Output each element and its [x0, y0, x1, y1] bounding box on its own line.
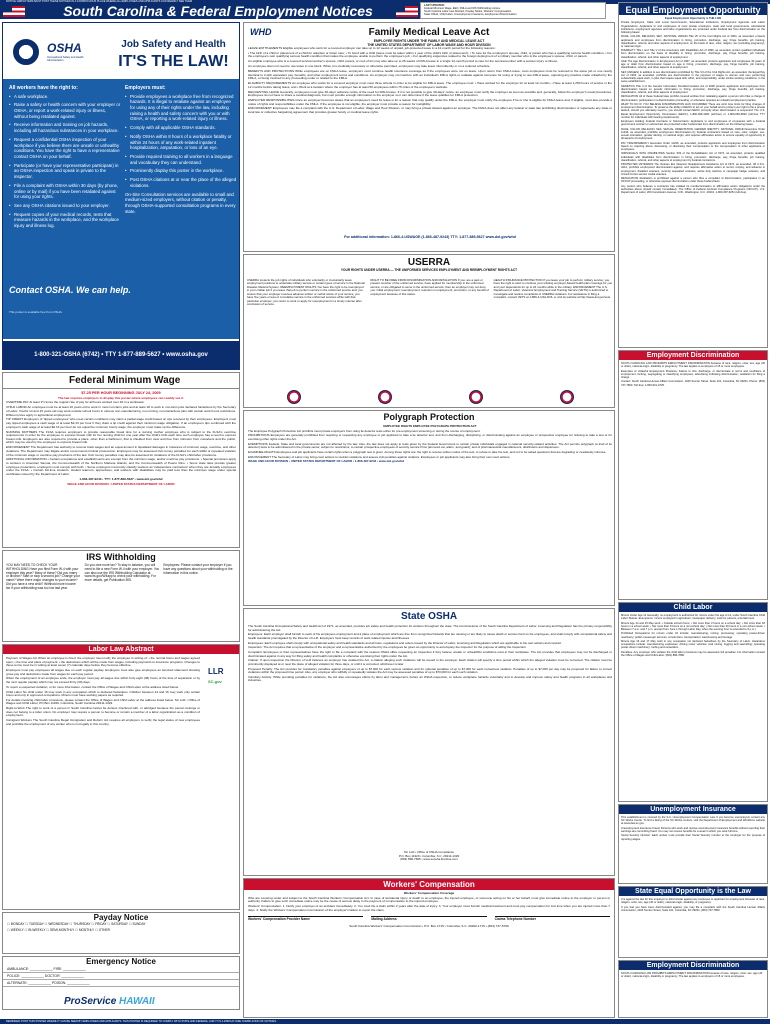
bottom-strip: REMINDER: POST THIS POSTER WHERE IT CAN BE SEEN BY EMPLOYEES AND APPLICANTS. THIS POSTER IS REQUIRED TO COMPLY WITH STATE AND FEDERAL LAW. IT IS A DISPLAY-SIZE COMPILATION OF NOTICES.: [0, 1019, 770, 1024]
eeo-title: Equal Employment Opportunity: [619, 3, 767, 15]
state-osha-paragraph: Citation: If upon inspection the Director of LLR believes an employer has violated the Act, a citation alleging such violations will be issued to the employer. Each citation will specify a time period within which the alleged violation must be corrected. The citation must be prominently displayed at or near the place of alleged violation for three days, or until it is corrected, whichever is later.: [248, 658, 612, 666]
payday-frequency: ☐ WEEKLY ☐ BI-WEEKLY ☐ SEMI-MONTHLY ☐ MONTHLY ☐ OTHER: [7, 928, 110, 933]
fmla-subtitle: EMPLOYEE RIGHTS UNDER THE FAMILY AND MEDICAL LEAVE ACT: [373, 38, 485, 43]
osha-logos: [9, 35, 99, 71]
fmla-paragraph: An eligible employee who is a covered servicemember's spouse, child, parent, or next of kin may also take up to 26 weeks of FMLA leave in a single 12-month period to care for the servicemember with a serious injury or illness.: [248, 59, 558, 64]
unemployment-paragraph: Unemployment Insurance Fraud: Persons who work and receive unemployment insurance benefits without reporting their earnings are committing fraud. You may not receive benefits for a week in which you work full time.: [621, 826, 766, 833]
eeo-paragraph: RACE, COLOR, RELIGION, SEX, NATIONAL ORIGIN Title VII of the Civil Rights Act of 1964, as amended, protects applicants and employees from discrimination in hiring, promotion, discharge, pay, fringe benefits, job training, classification, referral, and other aspects of employment, on the basis of race, color, religion, sex (including pregnancy), or national origin.: [621, 35, 765, 48]
osha-employer-duty: • Prominently display this poster in the workplace.: [125, 168, 237, 174]
llr-logo-text: LLR: [208, 667, 224, 676]
lla-paragraph: Immigrant Workers The South Carolina Illegal Immigration and Reform Act requires all employers to verify the legal status of new employees and prohibits the employment of any worker who is not legally in this country.: [6, 718, 200, 726]
userra-column: USERRA protects the job rights of individuals who voluntarily or involuntarily leave employment positions to undertake military service or certain types of service in the National Disaster Medical System. REEMPLOYMENT RIGHTS You have the right to be reemployed in your civilian job if you leave that job to perform service in the uniformed service and: you ensure that your employer receives advance written or verbal notice of your service; you have five years or less of cumulative service in the uniformed services while with that particular employer; you return to work or apply for reemployment in a timely manner after conclusion of service.: [247, 278, 365, 306]
flag-icon: [3, 6, 25, 17]
disc-paragraph: Examples of Unlawful Employment Practices: Failure to hire, discharge, or discriminate in terms and conditions of employment; limiting, segregating or classifying employees; advertising indicating discrimination; retaliation for filing a charge.: [621, 369, 765, 379]
polygraph-title: Polygraph Protection: [383, 412, 475, 422]
child-labor-paragraph: Prohibited Occupations for minors under 16 include: manufacturing; mining; processing; operating power-driven machinery; public messenger services; construction; transportation; warehousing and storage.: [621, 632, 765, 639]
fmla-subtitle2: THE UNITED STATES DEPARTMENT OF LABOR WAGE AND HOUR DIVISION: [367, 42, 491, 47]
fmla-paragraph: BENEFITS AND PROTECTIONS While employees are on FMLA leave, employers must continue health insurance coverage as if the employees were not on leave. Upon return from FMLA leave, most employees must be restored to the same job or one nearly identical to it with equivalent pay, benefits, and other employment terms and conditions. An employer may not interfere with an individual's FMLA rights or retaliate against someone for using or trying to use FMLA leave, opposing any practice made unlawful by the FMLA, or being involved in any proceeding under or related to the FMLA.: [248, 68, 612, 81]
dol-seal-icon: [13, 39, 39, 65]
fmw-header: [3, 373, 239, 389]
child-labor-paragraph: Minors Age 14 and 15 May work: • Outside school hours; • Not more than 3 hours on a school day; • Not more than 18 hours in a school week; • Not more than 8 hours on a non-school day; • Not more than 40 hours in a non-school week; • Between 7 a.m. and 7 p.m. (except from June 1 through Labor Day, when the evening hour is extended to 9 p.m.).: [621, 621, 765, 631]
contact-line: P.O. Box 11329 • Columbia, S.C. 29211-1329: [398, 853, 460, 858]
userra-notice: [243, 254, 615, 408]
fmla-paragraph: ELIGIBILITY REQUIREMENTS An employee who works for a covered employer must meet three criteria in order to be eligible for FMLA leave. The employee must: • Have worked for the employer for at least 12 months; • Have at least 1,250 hours of service in the 12 months before taking leave; and • Work at a location where the employer has at least 50 employees within 75 miles of the employee's worksite.: [248, 81, 612, 89]
polygraph-paragraph: EXEMPTIONS Federal, State and local governments are not affected by the law. Also, the law does not apply to tests given by the Federal Government to certain private individuals engaged in national security-related activities. The Act permits polygraph (a kind of lie detector) tests to be administered in the private sector, subject to restrictions, to certain prospective employees of security service firms (armored car, alarm, and guard), and of pharmaceutical manufacturers, distributors and dispensers.: [248, 441, 612, 450]
state-osha-paragraph: Employers: Each employer shall furnish to each of his employees employment and a place of employment which are free from recognized hazards that are causing or are likely to cause death or serious harm to his employees, and shall comply with occupational safety and health standards promulgated by the Director of LLR. Employers must keep records of work-related injuries and illnesses.: [248, 632, 612, 640]
emergency-contact-row[interactable]: ALTERNATE: ____________ POISON: ____________: [3, 980, 239, 987]
osha-right-item: • Request copies of your medical records, tests that measure hazards in the workplace, and the workplace injury and illness log.: [9, 212, 121, 229]
payday-title: Payday Notice: [93, 913, 149, 922]
fmla-body: [248, 47, 612, 233]
disc-paragraph: Contact: South Carolina Human Affairs Commission, 1026 Sumter Street, Suite 101, Columbia, SC 29201. Phone: (803) 737-7800. Toll-free: 1-800-521-0725.: [621, 380, 765, 387]
workers-comp-footer: South Carolina Workers' Compensation Commission • P.O. Box 1715 • Columbia, S.C. 29202-1715 • (803) 737-5700: [349, 924, 509, 929]
fmw-paragraph: TIP CREDIT Employers of 'tipped employees' who meet certain conditions may claim a partial wage credit based on tips received by their employees. Employers must pay tipped employees a cash wage of at least $2.13 per hour if they claim a tip credit against their minimum wage obligation. If an employee's tips combined with the employer's cash wage of at least $2.13 per hour do not equal the minimum hourly wage, the employer must make up the difference.: [6, 417, 236, 429]
osha-right-item: • A safe workplace.: [9, 94, 121, 100]
update-line: South Carolina Labor Law Abstract, Payday Notice, Workers' Compensation.: [424, 10, 512, 14]
osha-logo-sub: Occupational Safety and Health Administration: [47, 56, 84, 63]
update-line: Federal Minimum Wage, EEO, FMLA and IRS Withholding notices.: [424, 7, 501, 11]
polygraph-paragraph: PROHIBITIONS Employers are generally prohibited from requiring or requesting any employee or job applicant to take a lie detector test, and from discharging, disciplining, or discriminating against an employee or prospective employee for refusing to take a test or for exercising other rights under the Act.: [248, 433, 612, 441]
mailing-address-field[interactable]: Mailing Address: [371, 916, 486, 922]
osha-title-line1: Job Safety and Health: [121, 39, 226, 50]
fmla-paragraph: An employee does not need to use leave in one block. When it is medically necessary or otherwise permitted, employees may take leave intermittently or on a reduced schedule.: [248, 64, 491, 69]
irs-columns: [6, 564, 238, 590]
fmla-paragraph: • The birth of a child or placement of a child for adoption or foster care; • To bond with a child (leave must be taken within 1 year of the child's birth or placement); • To care for the employee's spouse, child, or parent who has a qualifying serious health condition; • For the employee's own qualifying serious health condition that makes the employee unable to perform the employee's job; • For qualifying exigencies related to the foreign deployment of a military member who is the employee's spouse, child, or parent.: [248, 50, 612, 59]
seo-paragraph: It is against the law for this employer to discriminate against any employee or applicant for employment because of race, religion, color, sex, age (40 or older), national origin, disability, or pregnancy.: [621, 898, 765, 905]
eeo-paragraph: WHAT TO DO IF YOU BELIEVE DISCRIMINATION HAS OCCURRED There are strict time limits for filing charges of employment discrimination. To preserve the ability of EEOC to act on your behalf and to protect your right to file a private lawsuit, should you ultimately need to, you should contact EEOC promptly when discrimination is suspected: The U.S. Equal Employment Opportunity Commission (EEOC), 1-800-669-4000 (toll-free) or 1-800-669-6820 (toll-free TTY number for individuals with hearing impairments).: [621, 103, 765, 119]
polygraph-notice: [243, 410, 615, 606]
state-osha-paragraph: Proposed Penalty: The Act provides for mandatory penalties against employers of up to $7,000 for each serious violation and for optional penalties of up to $7,000 for each nonserious violation. Penalties of up to $7,000 per day may be proposed for failure to correct violations within the proposed time period. Also, any employer who willfully or repeatedly violates the Act may be assessed penalties of up to $70,000 for each such violation.: [248, 666, 612, 675]
osha-logo: OSHA: [47, 41, 82, 55]
osha-right-item: • File a complaint with OSHA within 30 days (by phone, online or by mail) if you have been retaliated against for using your rights.: [9, 183, 121, 200]
state-osha-title: State OSHA: [400, 611, 458, 622]
userra-column: RIGHT TO BE FREE FROM DISCRIMINATION AND RETALIATION If you: are a past or present member of the uniformed service; have applied for membership in the uniformed service; or are obligated to serve in the uniformed service; then an employer may not deny you: initial employment; reemployment; retention in employment; promotion; or any benefit of employment because of this status.: [370, 278, 489, 296]
polygraph-paragraph: ENFORCEMENT The Secretary of Labor may bring court actions to restrain violations and assess civil penalties against violators. Employees or job applicants may also bring their own court actions.: [248, 454, 511, 459]
fmw-requirement: The law requires employers to display this poster where employees can readily see it.: [57, 395, 185, 400]
fmla-notice: [243, 22, 615, 252]
seal-icon: [469, 390, 483, 404]
emergency-contact-row[interactable]: POLICE: ____________ DOCTOR: ____________: [3, 973, 239, 980]
eeo-paragraph: GENETICS Title II of the Genetic Information Nondiscrimination Act of 2008 protects applicants and employees from discrimination based on genetic information in hiring, promotion, discharge, pay, fringe benefits, job training, classification, referral, and other aspects of employment.: [621, 84, 765, 95]
fmw-footer: 1-866-487-9243 • TTY: 1-877-889-5627 • www.dol.gov/whd: [79, 476, 163, 481]
eeo-paragraph: PAY TRANSPARENCY Executive Order 11246, as amended, protects applicants and employees from discrimination based on inquiring about, discussing, or disclosing their compensation or the compensation of other applicants or employees.: [621, 141, 765, 151]
page-title: South Carolina & Federal Employment Notices: [63, 3, 373, 19]
contact-line: SC LLR • Office of OSHA Compliance: [403, 850, 455, 854]
fmw-rate: $7.25 PER HOUR BEGINNING JULY 24, 2009: [81, 391, 161, 395]
eeo-paragraph: DISABILITY Title I and Title V of the Americans with Disabilities Act of 1990, as amended, protect qualified individuals from discrimination on the basis of disability in hiring, promotion, discharge, pay, fringe benefits, job training, classification, referral, and other aspects of employment.: [621, 49, 765, 59]
irs-column: Do you owe more tax? To stay in balance, you will need to file a new Form W-4 with your employer. You can also use the IRS Withholding Calculator at www.irs.gov/W4app to check your withholding. For more details, get Publication 505.: [84, 563, 160, 583]
userra-subtitle: YOUR RIGHTS UNDER USERRA — THE UNIFORMED SERVICES EMPLOYMENT AND REEMPLOYMENT RIGHTS ACT: [340, 267, 518, 272]
unemployment-insurance-notice: [618, 804, 768, 884]
osha-notice: [2, 22, 240, 370]
lla-paragraph: Right-to-Work The right to work of a person in South Carolina cannot be denied, interfered with, or abridged because the person belongs or does not belong to a labor union. No employer may require a person to become or remain a member of a labor organization as a condition of employment.: [6, 706, 200, 718]
payday-days: ☐ MONDAY ☐ TUESDAY ☐ WEDNESDAY ☐ THURSDAY ☐ FRIDAY ☐ SATURDAY ☐ SUNDAY: [7, 922, 146, 927]
osha-contact: Contact OSHA. We can help.: [9, 285, 131, 295]
userra-title: USERRA: [407, 257, 451, 268]
child-labor-notice: [618, 602, 768, 802]
osha-rights-heading: All workers have the right to:: [9, 85, 78, 91]
userra-seals: [248, 387, 612, 407]
userra-columns: [247, 279, 613, 306]
lla-paragraph: Employers must pay employees all wages due on each regular payday. Employers must also give employees an itemized statement showing gross pay and deductions made from wages for each pay period.: [6, 667, 200, 676]
unemployment-body: [619, 814, 767, 844]
update-line: State OSHA, Child Labor, Unemployment Insurance, Employment Discrimination.: [424, 13, 518, 17]
fmw-title: Federal Minimum Wage: [69, 374, 181, 386]
lla-body: [3, 654, 203, 731]
lla-paragraph: For details involving child labor provisions, please contact the Office of Wages and Child Labor at the address listed below. SC LLR • Office of Wages and Child Labor, PO Box 11329, Columbia, South Carolina 29211-1329.: [6, 697, 200, 706]
osha-right-item: • Request a confidential OSHA inspection of your workplace if you believe there are unsafe or unhealthy conditions. You have the right to have a representative contact OSHA on your behalf.: [9, 137, 121, 160]
state-osha-paragraph: Voluntary Activity: While providing penalties for violations, the Act also encourages efforts by labor and management, before an OSHA inspection, to reduce workplace hazards voluntarily and to develop and improve safety and health programs in all workplaces and industries.: [248, 674, 612, 683]
lla-paragraph: When the employment of an employee ends, the employer must pay all wages due within forty-eight (48) hours of the time of separation or by the next regular payday which may not exceed thirty (30) days.: [6, 676, 200, 684]
eeo-paragraph: RETALIATION Retaliation is prohibited against a person who files a complaint of discrimination, participates in an OFCCP proceeding, or otherwise opposes discrimination under these Federal laws.: [621, 177, 765, 184]
state-osha-body: [248, 625, 612, 684]
eeo-paragraph: Employers Holding Federal Contracts or Subcontracts: Applicants to and employees of companies with a Federal government contract or subcontract are protected under Federal law from discrimination on the following bases:: [621, 120, 765, 127]
proservice-name: ProService: [64, 996, 117, 1007]
seo-body: [619, 896, 767, 915]
osha-rights-list: [9, 94, 121, 229]
employment-discrimination-footer-notice: [618, 960, 768, 1018]
seo-paragraph: If you feel you have been discriminated against, you may file a complaint with the South Carolina Human Affairs Commission, 1026 Sumter Street, Suite 101, Columbia, SC 29201, (803) 737-7800.: [621, 905, 765, 912]
osha-right-item: • See any OSHA citations issued to your employer.: [9, 203, 121, 209]
child-labor-body: [619, 612, 767, 660]
eeo-paragraph: INDIVIDUALS WITH DISABILITIES Section 503 of the Rehabilitation Act of 1973, as amended, protects qualified individuals with disabilities from discrimination in hiring, promotion, discharge, pay, fringe benefits, job training, classification, referral, and other aspects of employment by Federal contractors.: [621, 152, 765, 162]
workers-comp-paragraph: Who are covering under and subject to the South Carolina Workers' Compensation Act. In case of accidental injury or death to an employee, the injured employee, or someone acting on his or her behalf, must give immediate notice to the employer or person in authority. Failure to give such immediate notice may be the cause of serious delay in the payment of compensation to the injured employee.: [248, 895, 610, 904]
fmw-paragraph: ENFORCEMENT The Department has authority to recover back wages and an equal amount in liquidated damages in instances of minimum wage, overtime, and other violations. The Department may litigate and/or recommend criminal prosecution. Employers may be assessed civil money penalties for each willful or repeated violation of the minimum wage or overtime pay provisions of the law. Civil money penalties may also be assessed for violations of the FLSA's child labor provisions.: [6, 445, 236, 457]
proservice-logo: [64, 996, 155, 1008]
osha-employer-duty: • Provide employees a workplace free from recognized hazards. It is illegal to retaliate against an employee for using any of their rights under the law, including raising a health and safety concern with you or with OSHA, or reporting a work-related injury or illness.: [125, 94, 237, 123]
state-osha-notice: [243, 608, 615, 876]
eeo-paragraph: RACE, COLOR, RELIGION, SEX, SEXUAL ORIENTATION, GENDER IDENTITY, NATIONAL ORIGIN Executive Order 11246, as amended, prohibits employment discrimination by Federal contractors based on race, color, religion, sex, sexual orientation, gender identity, or national origin, and requires affirmative action to ensure equality of opportunity in all aspects of employment.: [621, 127, 765, 141]
flag-icon: [396, 6, 418, 17]
child-labor-paragraph: Minors Age 16 and 17 May work in any occupation not declared hazardous by the Secretary of Labor. Hazardous occupations include: manufacturing explosives; driving motor vehicles; coal mining; logging and sawmilling; operating power-driven machinery; roofing and excavation.: [621, 639, 765, 650]
polygraph-footer: WAGE AND HOUR DIVISION • UNITED STATES DEPARTMENT OF LABOR • 1-866-487-9243 • www.dol.gov/whd: [248, 459, 405, 464]
llr-logo: [208, 667, 236, 689]
fmla-paragraph: EMPLOYER RESPONSIBILITIES Once an employer becomes aware that an employee's need for leave is for a reason that may qualify under the FMLA, the employer must notify the employee if he or she is eligible for FMLA leave and, if eligible, must also provide a notice of rights and responsibilities under the FMLA. If the employee is not eligible, the employer must provide a reason for ineligibility.: [248, 98, 612, 106]
state-equal-opportunity-notice: [618, 886, 768, 958]
state-osha-paragraph: Employees: Each employee shall comply with occupational safety and health standards and all rules, regulations and orders issued by the Director of Labor, Licensing and Regulation which are applicable to his own actions and conduct.: [248, 640, 562, 645]
proservice-suffix: HAWAII: [119, 996, 155, 1007]
fmw-paragraph: ADDITIONAL INFORMATION • Certain occupations and establishments are exempt from the minimum wage, and/or overtime pay provisions. • Special provisions apply to workers in American Samoa, the Commonwealth of the Northern Mariana Islands, and the Commonwealth of Puerto Rico. • Some state laws provide greater employee protections; employers must comply with both. • Some employers incorrectly classify workers as 'independent contractors' when they are actually employees under the FLSA. • Certain full-time students, student learners, apprentices, and workers with disabilities may be paid less than the minimum wage under special certificates issued by the Department of Labor.: [6, 457, 236, 476]
fmla-paragraph: REQUESTING LEAVE Generally, employees must give 30-days' advance notice of the need for FMLA leave. If it is not possible to give 30-days' notice, an employee must notify the employer as soon as possible and, generally, follow the employer's usual procedures. Employees do not have to share a medical diagnosis, but must provide enough information to the employer so it can determine if the leave qualifies for FMLA protection.: [248, 89, 612, 98]
unemployment-paragraph: Social Security Number: Each worker must provide their Social Security number to the employer for the purpose of reporting wages.: [621, 834, 765, 841]
osha-right-item: • Raise a safety or health concern with your employer or OSHA, or report a work-related injury or illness, without being retaliated against.: [9, 102, 121, 119]
llr-logo-sub: SC.gov: [208, 679, 222, 685]
workers-comp-title: Workers' Compensation: [244, 879, 614, 890]
provider-name-field[interactable]: Workers' Compensation Provider Name: [248, 916, 363, 922]
state-osha-paragraph: The South Carolina Occupational Safety and Health Act of 1971, as amended, provides job safety and health protection for workers throughout the state. The Commissioner of the South Carolina Department of Labor, Licensing and Regulation has the primary responsibility for administering the Act.: [248, 624, 612, 632]
disc-paragraph: SOUTH CAROLINA LAW PROHIBITS EMPLOYMENT DISCRIMINATION because of race, religion, color, sex, age (40 or older), national origin, disability or pregnancy. The law applies to employers of 15 or more employees.: [621, 362, 765, 369]
eeo-notice: [618, 2, 768, 348]
polygraph-subtitle: EMPLOYEE RIGHTS EMPLOYEE POLYGRAPH PROTECTION ACT: [383, 424, 477, 428]
workers-comp-form: [248, 916, 610, 922]
emergency-title: Emergency Notice: [86, 957, 156, 966]
lla-paragraph: Child Labor No child under 16 may work in any occupation which is declared hazardous. Children between 14 and 16 may work only certain hours and only in approved occupations. Minors must have working papers as required.: [6, 689, 200, 698]
osha-title-line2: IT'S THE LAW!: [118, 52, 229, 70]
polygraph-paragraph: The Employee Polygraph Protection Act prohibits most private employers from using lie detector tests either for pre-employment screening or during the course of employment.: [248, 428, 481, 433]
eeo-paragraph: Any person who believes a contractor has violated its nondiscrimination or affirmative action obligations under the authorities above should contact immediately: The Office of Federal Contract Compliance Programs (OFCCP), U.S. Department of Labor, 200 Constitution Avenue, N.W., Washington, D.C. 20210, 1-800-397-6251 (toll-free).: [621, 184, 765, 194]
fmw-paragraph: NURSING MOTHERS The FLSA requires employers to provide reasonable break time for a nursing mother employee who is subject to the FLSA's overtime requirements in order for the employee to express breast milk for her nursing child for one year after the child's birth each time such employee has a need to express breast milk. Employers are also required to provide a place, other than a bathroom, that is shielded from view and free from intrusion from coworkers and the public, which may be used by the employee to express breast milk.: [6, 429, 236, 445]
child-labor-paragraph: Penalties: Any employer who violates the child labor provisions may be assessed civil penalties. For information contact the Office of Wages and Child Labor: (803) 896-7686.: [621, 650, 765, 657]
osha-footer: 1-800-321-OSHA (6742) • TTY 1-877-889-5627 • www.osha.gov: [3, 341, 239, 369]
fmw-paragraph: CHILD LABOR An employee must be at least 16 years old to work in most non-farm jobs and at least 18 to work in non-farm jobs declared hazardous by the Secretary of Labor. Youths 14 and 15 years old may work outside school hours in various non-manufacturing, non-mining, non-hazardous jobs with certain work hours restrictions. Different rules apply in agricultural employment.: [6, 405, 236, 417]
state-osha-contact: [354, 851, 504, 862]
seo-title: State Equal Opportunity is the Law: [619, 887, 767, 896]
polygraph-paragraph: EXAMINEE RIGHTS Employees and job applicants have certain rights when a polygraph test is given. Among those rights are: the right to receive written notice of the test, to refuse to take the test, and not to be asked questions that are degrading or needlessly intrusive.: [248, 449, 607, 454]
fmla-title: Family Medical Leave Act: [368, 27, 490, 38]
empdisc-title: Employment Discrimination: [619, 961, 767, 970]
fmla-paragraph: LEAVE ENTITLEMENTS Eligible employees who work for a covered employer can take up to 12 weeks of unpaid, job-protected leave in a 12-month period for the following reasons:: [248, 46, 496, 50]
osha-employer-duty: • Comply with all applicable OSHA standards.: [125, 125, 237, 131]
userra-column: HEALTH INSURANCE PROTECTION If you leave your job to perform military service, you have the right to elect to continue your existing employer-based health plan coverage for you and your dependents for up to 24 months while in the military. ENFORCEMENT The U.S. Department of Labor, Veterans' Employment and Training Service (VETS) is authorized to investigate and resolve complaints of USERRA violations. For assistance in filing a complaint, contact VETS at 1-866-4-USA-DOL or visit its website at http://www.dol.gov/vets.: [493, 278, 613, 300]
workers-comp-notice: [243, 878, 615, 1018]
unemployment-paragraph: This establishment is covered by the S.C. Unemployment Compensation Law. If you become unemployed, contact any SC Works Center. To find a listing of the SC Works centers, visit the Department of Employment and Workforce website at www.dew.sc.gov.: [621, 816, 765, 826]
child-labor-title: Child Labor: [619, 603, 767, 612]
lla-paragraph: Payment of Wages Act When an employee is hired, the employer must notify the employee in writing of: • the normal hours and wages agreed upon; • the time and place of payment; • the deductions which will be made from wages, including payments to insurance programs. Changes to these terms must be in writing at least seven (7) calendar days before they become effective.: [6, 656, 200, 668]
eeo-paragraph: RETALIATION All of these Federal laws prohibit covered entities from retaliating against a person who files a charge of discrimination, participates in a discrimination proceeding, or otherwise opposes an unlawful employment practice.: [621, 95, 765, 102]
workers-comp-body: [244, 890, 614, 932]
eeo-body: [619, 15, 767, 197]
eeo-paragraph: Private Employers, State and Local Governments, Educational Institutions, Employment Agencies and Labor Organizations: Applicants to and employees of most private employers, state and local governments, educational institutions, employment agencies and labor organizations are protected under Federal law from discrimination on the following bases:: [621, 21, 765, 34]
fmw-paragraph: OVERTIME PAY At least 1½ times the regular rate of pay for all hours worked over 40 in a workweek.: [6, 400, 145, 405]
header-banner: [0, 4, 420, 19]
lla-paragraph: To report a suspected violation, or for more information, contact the Office of Wages and Child Labor at the address listed below.: [6, 684, 179, 689]
disc-title: Employment Discrimination: [619, 351, 767, 360]
employment-discrimination-notice: [618, 350, 768, 600]
eeo-paragraph: PROTECTED VETERANS The Vietnam Era Veterans' Readjustment Assistance Act of 1974, as amended, 38 U.S.C. 4212, prohibits employment discrimination against, and requires affirmative action to recruit, employ, and advance in employment, disabled veterans, recently separated veterans, active duty wartime or campaign badge veterans, and Armed Forces service medal veterans.: [621, 163, 765, 176]
workers-comp-subtitle: Workers' Compensation Coverage: [403, 891, 455, 895]
osha-title: [111, 39, 236, 72]
osha-consultation-text: On-Site Consultation services are available to small and medium-sized employers, without citation or penalty, through OSHA-supported consultation programs in every state.: [125, 191, 236, 214]
eeo-paragraph: SEX (WAGES) In addition to sex discrimination prohibited by Title VII of the Civil Rights Act, as amended, the Equal Pay Act of 1963, as amended, prohibits sex discrimination in the payment of wages to women and men performing substantially equal work, in jobs that require equal skill, effort, and responsibility, under similar working conditions, in the same establishment.: [621, 70, 765, 84]
labor-law-abstract: [2, 644, 240, 910]
state-osha-paragraph: Complaint: Employees or their representatives have the right to file a complaint with the nearest OSHA office requesting an inspection if they believe unsafe or unhealthful conditions exist in their workplace. The Act provides that employees may not be discharged or discriminated against in any way for filing safety and health complaints or otherwise exercising their rights under the Act.: [248, 650, 612, 658]
osha-rights-column: [9, 85, 121, 232]
lla-title: Labor Law Abstract: [3, 645, 239, 654]
osha-right-item: • Receive information and training on job hazards, including all hazardous substances in your workplace.: [9, 122, 121, 133]
unemployment-title: Unemployment Insurance: [619, 805, 767, 814]
seal-icon: [560, 390, 574, 404]
irs-column: Employees: Please contact your employer if you have any questions about your withholding or the information in this notice.: [163, 563, 233, 575]
osha-right-item: • Participate (or have your representative participate) in an OSHA inspection and speak in private to the inspector.: [9, 163, 121, 180]
update-line: LAST UPDATED:: [424, 4, 445, 7]
update-box: [420, 2, 606, 19]
osha-employer-duty: • Post OSHA citations at or near the place of the alleged violations.: [125, 177, 237, 188]
fmw-footer2: WAGE AND HOUR DIVISION • UNITED STATES DEPARTMENT OF LABOR: [67, 481, 175, 486]
osha-employer-duty: • Notify OSHA within 8 hours of a workplace fatality or within 24 hours of any work-related inpatient hospitalization, amputation, or loss of an eye.: [125, 134, 237, 151]
osha-employer-list: [125, 94, 237, 189]
fmla-paragraph: ENFORCEMENT Employees may file a complaint with the U.S. Department of Labor, Wage and Hour Division, or may bring a private lawsuit against an employer. The FMLA does not affect any federal or state law prohibiting discrimination or supersede any state or local law or collective bargaining agreement that provides greater family or medical leave rights.: [248, 106, 612, 115]
seal-icon: [378, 390, 392, 404]
osha-employer-duty: • Provide required training to all workers in a language and vocabulary they can understand.: [125, 154, 237, 165]
seal-icon: [287, 390, 301, 404]
top-strip: NOTICE: EMPLOYERS MUST POST THESE NOTICES IN A CONSPICUOUS PLACE WHERE ALL EMPLOYEES AND APPLICANTS CAN READILY SEE THEM: [0, 0, 770, 4]
workers-comp-paragraph: Workers' Compensation: 1. Notify your employer of an accident immediately. 2. You must file a claim within 2 years after the date of injury. 3. Your employer must furnish medical treatment and must pay compensation for lost time when you are injured more than 7 days. 4. Notify the Workers' Compensation Commission of the employer's failure to report the claim.: [248, 904, 610, 912]
payday-notice: [2, 912, 240, 954]
contact-line: (803) 896-7665 • www.scosha.llronline.com: [400, 857, 458, 862]
polygraph-body: [248, 425, 612, 465]
disc-body: [619, 360, 767, 390]
irs-withholding-notice: [2, 550, 240, 642]
osha-note: This poster is available free from OSHA.: [9, 310, 63, 314]
irs-column: YOU MAY NEED TO CHECK YOUR WITHHOLDING Have you filed Form W-4 with your employer this year? Many of these? Did you marry or divorce? Start or stop a second job? Change your name? Were there major changes to your income? Did you have a new child? Withhold more income tax if your withholding was too low last year.: [6, 563, 80, 590]
eeo-subtitle: Equal Employment Opportunity is THE LAW: [664, 17, 722, 20]
child-labor-paragraph: Minors Under Age 14 Generally, no employment is authorized for minors under the age of 14, under South Carolina Child Labor Statute. Exemptions: minors employed in agriculture; newspaper delivery; work for parents; entertainment.: [621, 614, 765, 621]
emergency-contact-row[interactable]: AMBULANCE: ____________ FIRE: ____________: [3, 966, 239, 973]
osha-body: [3, 79, 239, 339]
irs-title: IRS Withholding: [86, 552, 156, 562]
federal-minimum-wage-notice: [2, 372, 240, 548]
fmla-footer: For additional information: 1-866-4-USWAGE (1-866-487-9243) TTY: 1-877-889-5627 www.dol.gov/whd: [344, 235, 516, 239]
fmw-body: [3, 389, 239, 489]
empdisc-body: SOUTH CAROLINA LAW PROHIBITS EMPLOYMENT DISCRIMINATION because of race, religion, color, sex, age (40 or older), national origin, disability or pregnancy. The law applies to employers of 15 or more employees.: [621, 972, 763, 979]
claims-phone-field[interactable]: Claims Telephone Number: [495, 916, 610, 922]
state-osha-paragraph: Inspection: The Act requires that a representative of the employer and a representative authorized by the employees be given an opportunity to accompany the inspector for the purpose of aiding the inspection.: [248, 645, 527, 650]
eeo-paragraph: AGE The Age Discrimination in Employment Act of 1967, as amended, protects applicants and employees 40 years of age or older from discrimination based on age in hiring, promotion, discharge, pay, fringe benefits, job training, classification, referral, and other aspects of employment.: [621, 60, 765, 70]
osha-employer-column: [125, 85, 237, 214]
osha-employer-heading: Employers must:: [125, 85, 166, 91]
whd-logo: WHD: [250, 27, 272, 37]
